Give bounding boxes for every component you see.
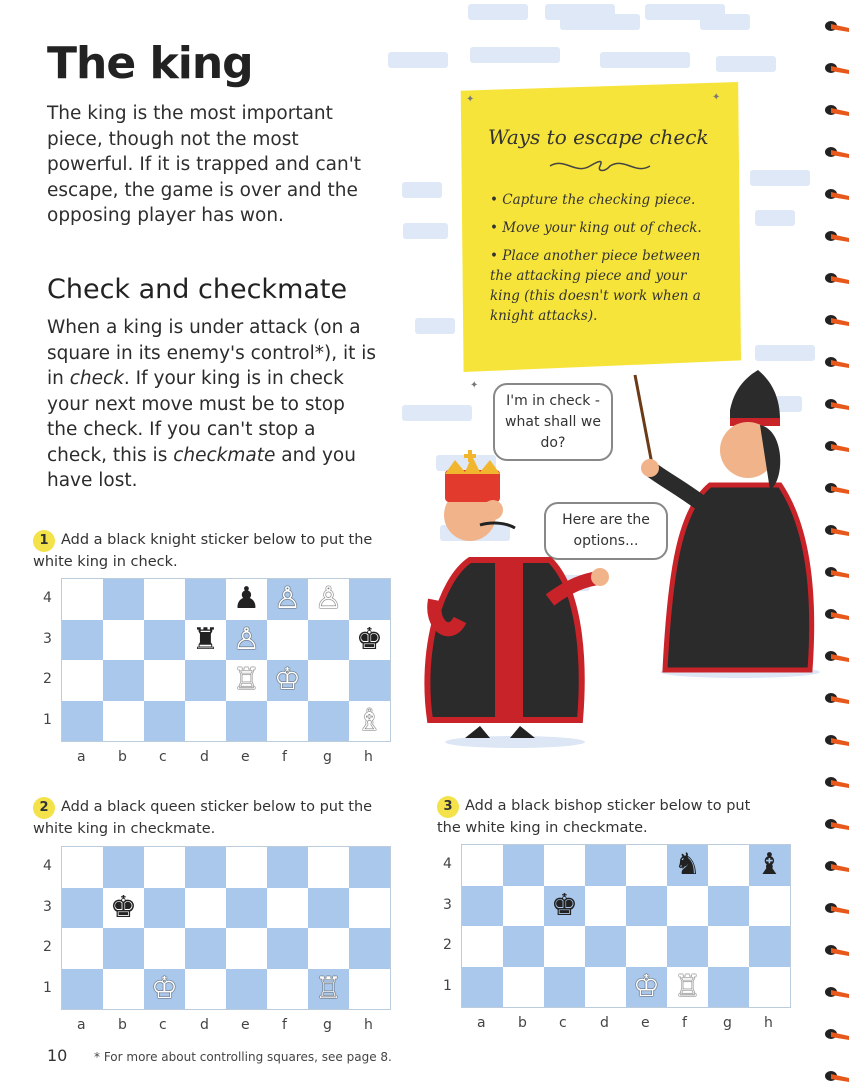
rank-label: 4 xyxy=(43,590,52,606)
file-label: g xyxy=(323,749,332,765)
file-label: e xyxy=(241,1017,250,1033)
file-label: d xyxy=(600,1015,609,1031)
board-square[interactable] xyxy=(544,926,585,967)
board-square[interactable] xyxy=(62,969,103,1010)
board-square[interactable] xyxy=(667,926,708,967)
file-label: c xyxy=(159,749,167,765)
rank-label: 4 xyxy=(443,856,452,872)
board-square[interactable] xyxy=(103,579,144,620)
file-label: f xyxy=(682,1015,687,1031)
file-label: d xyxy=(200,1017,209,1033)
board-square[interactable] xyxy=(226,579,267,620)
white-piece-icon: ♔ xyxy=(151,970,178,1006)
board-square[interactable] xyxy=(267,701,308,742)
file-label: h xyxy=(364,749,373,765)
file-label: g xyxy=(723,1015,732,1031)
white-piece-icon: ♖ xyxy=(315,970,342,1006)
spiral-ring xyxy=(823,944,849,956)
spiral-ring xyxy=(823,986,849,998)
board-square[interactable] xyxy=(144,701,185,742)
spiral-ring xyxy=(823,188,849,200)
board-square[interactable] xyxy=(62,660,103,701)
board-square[interactable] xyxy=(585,967,626,1008)
black-piece-icon: ♚ xyxy=(110,889,137,925)
white-piece-icon: ♖ xyxy=(233,662,260,697)
rank-label: 2 xyxy=(443,937,452,953)
bishop-character-illustration xyxy=(630,370,820,680)
board-square[interactable] xyxy=(349,847,390,888)
chess-board-1[interactable] xyxy=(61,578,391,742)
board-square[interactable] xyxy=(226,660,267,701)
board-square[interactable] xyxy=(308,928,349,969)
pin-icon: ✦ xyxy=(470,380,479,391)
black-piece-icon: ♝ xyxy=(756,847,783,882)
file-label: d xyxy=(200,749,209,765)
spiral-ring xyxy=(823,20,849,32)
board-square[interactable] xyxy=(308,847,349,888)
file-label: e xyxy=(241,749,250,765)
board-square[interactable] xyxy=(708,886,749,927)
board-square[interactable] xyxy=(103,888,144,929)
file-label: a xyxy=(477,1015,486,1031)
board-square[interactable] xyxy=(626,967,667,1008)
board-square[interactable] xyxy=(62,701,103,742)
board-square[interactable] xyxy=(267,579,308,620)
board-square[interactable] xyxy=(462,967,503,1008)
rank-label: 1 xyxy=(43,979,52,996)
board-square[interactable] xyxy=(667,967,708,1008)
board-square[interactable] xyxy=(267,928,308,969)
spiral-ring xyxy=(823,650,849,662)
spiral-ring xyxy=(823,734,849,746)
black-piece-icon: ♜ xyxy=(192,621,219,657)
spiral-ring xyxy=(823,104,849,116)
file-label: h xyxy=(764,1015,773,1031)
board-square[interactable] xyxy=(308,969,349,1010)
board-square[interactable] xyxy=(349,701,390,742)
board-square[interactable] xyxy=(144,888,185,929)
spiral-ring xyxy=(823,608,849,620)
board-square[interactable] xyxy=(103,969,144,1010)
board-square[interactable] xyxy=(144,660,185,701)
spiral-ring xyxy=(823,902,849,914)
rank-label: 3 xyxy=(43,630,52,647)
white-piece-icon: ♔ xyxy=(633,968,660,1004)
spiral-ring xyxy=(823,860,849,872)
chess-board-3[interactable] xyxy=(461,844,791,1008)
king-speech-bubble: I'm in check - what shall we do? xyxy=(493,383,613,461)
file-label: b xyxy=(118,749,127,765)
board-square[interactable] xyxy=(185,620,226,661)
board-square[interactable] xyxy=(503,845,544,886)
board-square[interactable] xyxy=(462,886,503,927)
file-label: c xyxy=(159,1017,167,1033)
board-square[interactable] xyxy=(308,579,349,620)
file-label: f xyxy=(282,1017,287,1033)
board-square[interactable] xyxy=(749,845,790,886)
black-piece-icon: ♞ xyxy=(674,847,701,882)
spiral-ring xyxy=(823,566,849,578)
pin-icon: ✦ xyxy=(466,94,475,105)
spiral-ring xyxy=(823,272,849,284)
puzzle-1-instruction: 1 Add a black knight sticker below to put the white king in check. xyxy=(33,532,373,570)
file-label: c xyxy=(559,1015,567,1031)
board-square[interactable] xyxy=(626,886,667,927)
file-label: a xyxy=(77,1017,86,1033)
board-square[interactable] xyxy=(226,928,267,969)
board-square[interactable] xyxy=(185,969,226,1010)
board-square[interactable] xyxy=(185,701,226,742)
chess-board-2[interactable] xyxy=(61,846,391,1010)
white-piece-icon: ♗ xyxy=(356,702,383,738)
file-label: a xyxy=(77,749,86,765)
spiral-ring xyxy=(823,1028,849,1040)
board-square[interactable] xyxy=(62,579,103,620)
rank-label: 2 xyxy=(43,671,52,687)
board-square[interactable] xyxy=(226,969,267,1010)
white-piece-icon: ♙ xyxy=(274,581,301,616)
pin-icon: ✦ xyxy=(712,92,721,103)
file-label: f xyxy=(282,749,287,765)
board-square[interactable] xyxy=(503,926,544,967)
board-square[interactable] xyxy=(103,620,144,661)
rank-label: 1 xyxy=(43,711,52,728)
puzzle-3-instruction: 3 Add a black bishop sticker below to put the white king in checkmate. xyxy=(437,798,751,836)
board-square[interactable] xyxy=(185,928,226,969)
rank-label: 1 xyxy=(443,977,452,994)
file-label: b xyxy=(118,1017,127,1033)
rank-label: 2 xyxy=(43,939,52,955)
check-paragraph: When a king is under attack (on a square in its enemy's control*), it is in check. If your king is in check your next move must be to stop the check. If you can't stop a check, this is checkmate and you have lost. xyxy=(47,317,377,491)
spiral-ring xyxy=(823,356,849,368)
file-label: e xyxy=(641,1015,650,1031)
board-square[interactable] xyxy=(267,847,308,888)
board-square[interactable] xyxy=(185,847,226,888)
board-square[interactable] xyxy=(626,845,667,886)
board-square[interactable] xyxy=(708,967,749,1008)
flourish-ornament xyxy=(545,157,655,175)
file-label: g xyxy=(323,1017,332,1033)
bishop-speech-bubble: Here are the options... xyxy=(544,502,668,560)
board-square[interactable] xyxy=(62,847,103,888)
board-square[interactable] xyxy=(349,660,390,701)
spiral-ring xyxy=(823,1070,849,1082)
step-number-badge: 2 xyxy=(33,797,55,819)
board-square[interactable] xyxy=(749,926,790,967)
spiral-ring xyxy=(823,230,849,242)
board-square[interactable] xyxy=(226,620,267,661)
board-square[interactable] xyxy=(267,620,308,661)
board-square[interactable] xyxy=(585,886,626,927)
step-number-badge: 1 xyxy=(33,530,55,552)
king-character-illustration xyxy=(410,450,620,750)
spiral-ring xyxy=(823,62,849,74)
board-square[interactable] xyxy=(185,579,226,620)
spiral-ring xyxy=(823,524,849,536)
footnote: * For more about controlling squares, see page 8. xyxy=(94,1050,392,1064)
board-square[interactable] xyxy=(667,845,708,886)
board-square[interactable] xyxy=(62,620,103,661)
black-piece-icon: ♟ xyxy=(233,581,260,616)
board-square[interactable] xyxy=(103,701,144,742)
board-square[interactable] xyxy=(349,579,390,620)
board-square[interactable] xyxy=(144,928,185,969)
spiral-ring xyxy=(823,692,849,704)
escape-options-list xyxy=(490,190,702,334)
board-square[interactable] xyxy=(62,888,103,929)
board-square[interactable] xyxy=(267,969,308,1010)
file-label: b xyxy=(518,1015,527,1031)
black-piece-icon: ♚ xyxy=(356,621,383,657)
board-square[interactable] xyxy=(308,888,349,929)
escape-option: • Capture the checking piece. xyxy=(490,190,702,210)
board-square[interactable] xyxy=(544,845,585,886)
rank-label: 3 xyxy=(43,898,52,915)
board-square[interactable] xyxy=(544,967,585,1008)
section-heading: Check and checkmate xyxy=(47,274,348,305)
page-title: The king xyxy=(47,38,253,89)
board-square[interactable] xyxy=(103,660,144,701)
board-square[interactable] xyxy=(585,926,626,967)
spiral-ring xyxy=(823,314,849,326)
board-square[interactable] xyxy=(62,928,103,969)
board-square[interactable] xyxy=(749,967,790,1008)
board-square[interactable] xyxy=(585,845,626,886)
board-square[interactable] xyxy=(349,969,390,1010)
board-square[interactable] xyxy=(226,847,267,888)
board-square[interactable] xyxy=(144,847,185,888)
board-square[interactable] xyxy=(308,701,349,742)
board-square[interactable] xyxy=(103,847,144,888)
board-square[interactable] xyxy=(144,969,185,1010)
board-square[interactable] xyxy=(226,701,267,742)
spiral-ring xyxy=(823,776,849,788)
board-square[interactable] xyxy=(267,888,308,929)
board-square[interactable] xyxy=(144,579,185,620)
board-square[interactable] xyxy=(503,967,544,1008)
board-square[interactable] xyxy=(185,888,226,929)
board-square[interactable] xyxy=(708,926,749,967)
spiral-ring xyxy=(823,146,849,158)
rank-label: 3 xyxy=(443,896,452,913)
puzzle-2-instruction: 2 Add a black queen sticker below to put the white king in checkmate. xyxy=(33,799,373,837)
board-square[interactable] xyxy=(349,888,390,929)
white-piece-icon: ♖ xyxy=(674,968,701,1004)
board-square[interactable] xyxy=(503,886,544,927)
white-piece-icon: ♙ xyxy=(315,581,342,616)
board-square[interactable] xyxy=(544,886,585,927)
board-square[interactable] xyxy=(308,620,349,661)
intro-text: The king is the most important piece, though not the most powerful. If it is trapped and can't escape, the game is over and the opposing player has won. xyxy=(47,103,362,226)
escape-option: • Place another piece between the attacking piece and your king (this doesn't work when a knight attacks). xyxy=(490,246,702,326)
file-label: h xyxy=(364,1017,373,1033)
spiral-ring xyxy=(823,440,849,452)
white-piece-icon: ♙ xyxy=(233,621,260,657)
black-piece-icon: ♚ xyxy=(551,887,578,923)
board-square[interactable] xyxy=(349,928,390,969)
spiral-ring xyxy=(823,398,849,410)
board-square[interactable] xyxy=(626,926,667,967)
rank-label: 4 xyxy=(43,858,52,874)
spiral-ring xyxy=(823,482,849,494)
board-square[interactable] xyxy=(308,660,349,701)
white-piece-icon: ♔ xyxy=(274,662,301,697)
board-square[interactable] xyxy=(144,620,185,661)
board-square[interactable] xyxy=(462,926,503,967)
board-square[interactable] xyxy=(226,888,267,929)
page-number: 10 xyxy=(47,1046,68,1065)
board-square[interactable] xyxy=(103,928,144,969)
board-square[interactable] xyxy=(462,845,503,886)
board-square[interactable] xyxy=(267,660,308,701)
board-square[interactable] xyxy=(708,845,749,886)
board-square[interactable] xyxy=(749,886,790,927)
step-number-badge: 3 xyxy=(437,796,459,818)
escape-box-title: Ways to escape check xyxy=(488,125,709,149)
spiral-ring xyxy=(823,818,849,830)
board-square[interactable] xyxy=(349,620,390,661)
escape-option: • Move your king out of check. xyxy=(490,218,702,238)
board-square[interactable] xyxy=(667,886,708,927)
board-square[interactable] xyxy=(185,660,226,701)
